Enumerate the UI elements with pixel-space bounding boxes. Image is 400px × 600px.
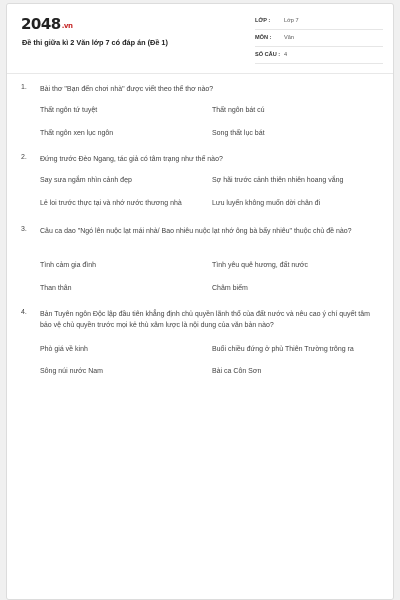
meta-key: MÔN : <box>255 35 272 41</box>
answer-option[interactable]: Say sưa ngắm nhìn cảnh đẹp <box>40 177 132 184</box>
meta-value: Lớp 7 <box>284 18 299 24</box>
meta-value: 4 <box>284 52 288 58</box>
meta-value: Văn <box>284 35 294 41</box>
exam-meta <box>255 16 383 67</box>
exam-sheet <box>6 3 394 600</box>
header-divider <box>7 73 393 74</box>
answer-option[interactable]: Buổi chiều đứng ở phủ Thiên Trường trông ra <box>212 346 354 353</box>
answer-option[interactable]: Tình yêu quê hương, đất nước <box>212 262 308 269</box>
answer-option[interactable]: Phò giá về kinh <box>40 346 88 353</box>
answer-option[interactable]: Thất ngôn tứ tuyệt <box>40 107 98 114</box>
answer-option[interactable]: Than thân <box>40 285 72 292</box>
answer-option[interactable]: Thất ngôn bát cú <box>212 107 265 114</box>
exam-title: Đề thi giữa kì 2 Văn lớp 7 có đáp án (Đề 1) <box>22 38 168 47</box>
answer-option[interactable]: Châm biếm <box>212 285 248 292</box>
answer-option[interactable]: Lẻ loi trước thực tại và nhớ nước thương nhà <box>40 200 182 207</box>
logo-text: 2048 <box>21 15 61 33</box>
answer-option[interactable]: Bài ca Côn Sơn <box>212 368 262 375</box>
answer-option[interactable]: Lưu luyến không muốn dời chân đi <box>212 200 321 207</box>
answer-option[interactable]: Thất ngôn xen lục ngôn <box>40 130 114 137</box>
question-text: Câu ca dao "Ngó lên nuộc lạt mái nhà/ Bao nhiêu nuộc lạt nhớ ông bà bấy nhiêu" thuộc chủ đề nào? <box>40 228 352 235</box>
answer-option[interactable]: Sợ hãi trước cảnh thiên nhiên hoang vắng <box>212 177 344 184</box>
question-text: Bài thơ "Bạn đến chơi nhà" được viết theo thể thơ nào? <box>40 86 214 93</box>
meta-row-question-count <box>255 50 383 64</box>
question-number: 2. <box>21 154 27 161</box>
answer-option[interactable]: Tình cảm gia đình <box>40 262 97 269</box>
question-text: Đứng trước Đèo Ngang, tác giả có tâm trạng như thế nào? <box>40 156 223 163</box>
logo-suffix: .vn <box>61 22 73 30</box>
question-text: Bản Tuyên ngôn Độc lập đầu tiên khẳng định chủ quyền lãnh thổ của đất nước và nêu cao ý chí quyết tâm bảo vệ chủ quyền trước mọi kẻ thù xâm lược là nội dung của văn bản nào? <box>40 311 370 329</box>
question-number: 4. <box>21 309 27 316</box>
question-number: 1. <box>21 84 27 91</box>
question-number: 3. <box>21 226 27 233</box>
answer-option[interactable]: Song thất lục bát <box>212 130 265 137</box>
exam-header <box>7 4 393 72</box>
meta-row-class <box>255 16 383 30</box>
answer-option[interactable]: Sông núi nước Nam <box>40 368 103 375</box>
meta-row-subject <box>255 33 383 47</box>
site-logo[interactable] <box>21 15 72 33</box>
meta-key: LỚP : <box>255 18 271 24</box>
meta-key: SỐ CÂU : <box>255 52 281 58</box>
